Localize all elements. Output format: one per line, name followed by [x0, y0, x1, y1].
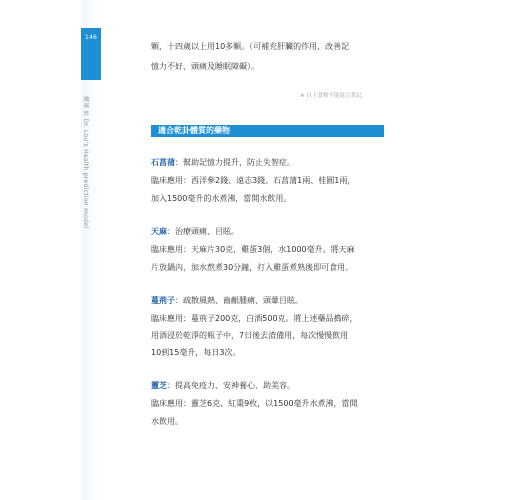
herb-name: 靈芝 — [151, 381, 167, 390]
herb-usage-line: 臨床應用：西洋參2錢、遠志3錢、石菖蒲1兩、桂圓1兩， — [151, 176, 356, 185]
page-number: 146 — [84, 34, 98, 41]
herb-usage-line: 水飲用。 — [151, 417, 183, 426]
herb-name: 天麻 — [151, 227, 167, 236]
running-head — [82, 96, 91, 228]
herb-effect: ：疏散風熱、齒齦腫痛、頭暈目眩。 — [175, 296, 303, 305]
herb-name: 石菖蒲 — [151, 158, 175, 167]
herb-usage-line: 片放鍋內，加水熬煮30分鐘，打入雞蛋煮熟後即可食用。 — [151, 263, 354, 272]
running-head-chinese: 健康 ⅡⅠ — [82, 96, 89, 117]
herb-heading-4 — [151, 381, 295, 391]
intro-line-2: 憶力不好、頭痛及睡眠障礙）。 — [151, 62, 259, 71]
herb-heading-1 — [151, 158, 295, 168]
herb-usage-line: 臨床應用：天麻片30克，雞蛋3個，水1000毫升。將天麻 — [151, 245, 355, 254]
intro-line-1: 顆，十四歲以上用10多顆。（可補充肝臟的作用，改善記 — [151, 42, 350, 51]
herb-heading-2 — [151, 227, 239, 237]
herb-effect: ：幫助記憶力提升，防止失智症。 — [175, 158, 295, 167]
herb-name: 蔓荊子 — [151, 296, 175, 305]
running-head-english: Dr. Lou's Health prediction model — [82, 118, 89, 229]
footnote: ※ 以上食物不能混合著記。 — [300, 93, 367, 99]
herb-usage-line: 用酒浸於乾淨的瓶子中，7日後去渣備用，每次慢慢飲用 — [151, 331, 349, 340]
section-title: 適合乾卦體質的藥物 — [158, 126, 230, 135]
herb-usage-line: 加入1500毫升的水煮沸，當開水飲用。 — [151, 194, 292, 203]
herb-usage-line: 臨床應用：蔓荊子200克，白酒500克。將上述藥品搗碎， — [151, 314, 358, 323]
herb-effect: ：提高免疫力、安神養心、助美容。 — [167, 381, 295, 390]
herb-heading-3 — [151, 296, 303, 306]
herb-usage-line: 臨床應用：靈芝6克、紅棗9枚，以1500毫升水煮沸，當開 — [151, 399, 358, 408]
herb-effect: ：治療頭痛、目眩。 — [167, 227, 239, 236]
herb-usage-line: 10到15毫升，每日3次。 — [151, 348, 241, 357]
